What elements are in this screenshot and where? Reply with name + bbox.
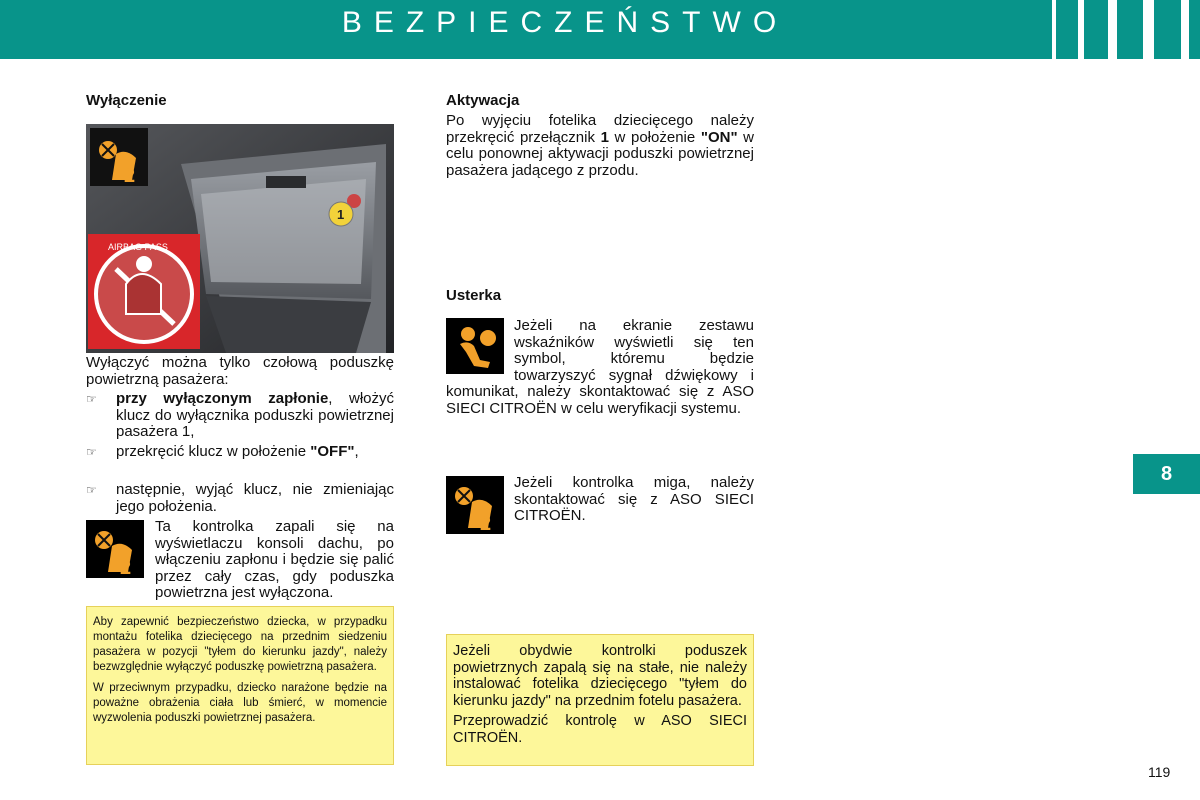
bullet-text: , xyxy=(354,443,359,460)
pointing-hand-icon: ☞ xyxy=(86,445,97,459)
page-title: BEZPIECZEŃSTWO xyxy=(341,6,789,39)
warning-note-box xyxy=(86,606,394,765)
svg-text:2: 2 xyxy=(124,165,136,187)
section-heading-wylaczenie: Wyłączenie xyxy=(86,92,167,109)
bullet-bold: "OFF" xyxy=(310,443,355,460)
blink-text: Jeżeli kontrolka miga, należy skontaktować się z ASO SIECI CITROËN. xyxy=(514,474,754,524)
glovebox-illustration xyxy=(86,124,394,353)
header-stripe xyxy=(1052,0,1056,59)
note-paragraph: Jeżeli obydwie kontrolki poduszek powietrznych zapalą się na stałe, nie należy instalować fotelika dziecięcego "tyłem do kierunku jazdy" na przednim fotelu pasażera. xyxy=(453,643,747,709)
pointing-hand-icon: ☞ xyxy=(86,483,97,497)
section-heading-usterka: Usterka xyxy=(446,287,502,304)
bullet-text: , włożyć klucz do wyłącznika poduszki powietrznej pasażera 1, xyxy=(116,390,394,440)
airbag-pass-label: AIRBAG PASS xyxy=(108,242,168,252)
header-stripe xyxy=(1181,0,1189,59)
svg-text:2: 2 xyxy=(480,513,492,534)
glovebox-photo xyxy=(86,124,394,353)
section-heading-aktywacja: Aktywacja xyxy=(446,92,520,109)
pointing-hand-icon: ☞ xyxy=(86,392,97,406)
bullet-item xyxy=(86,482,394,516)
indicator-description: Ta kontrolka zapali się na wyświetlaczu konsoli dachu, po włączeniu zapłonu i będzie się palić przez cały czas, gdy poduszka powietrzna jest wyłączona. xyxy=(155,518,394,601)
switch-number-label: 1 xyxy=(337,207,345,222)
svg-text:2: 2 xyxy=(120,557,132,578)
page-number: 119 xyxy=(1148,764,1171,780)
bullet-bold: przy wyłączonym zapłonie xyxy=(116,390,329,407)
bullet-text: przekręcić klucz w położenie xyxy=(116,443,311,460)
usterka-text: Jeżeli na ekranie zestawu wskaźników wyświetli się ten symbol, któremu będzie towarzyszyć sygnał dźwiękowy i komunikat, należy skontaktować się z ASO SIECI CITROËN w celu weryfikacji systemu. xyxy=(446,317,754,417)
intro-text: Wyłączyć można tylko czołową poduszkę powietrzną pasażera: xyxy=(86,354,394,388)
note-paragraph: Aby zapewnić bezpieczeństwo dziecka, w przypadku montażu fotelika dziecięcego na przednim siedzeniu pasażera w pozycji "tyłem do kierunku jazdy", należy bezwzględnie wyłączyć poduszkę powietrzną pasażera. xyxy=(93,616,387,673)
note-paragraph: Przeprowadzić kontrolę w ASO SIECI CITROËN. xyxy=(453,713,747,746)
header-bar xyxy=(0,0,1200,59)
warning-note-box xyxy=(446,634,754,766)
airbag-off-icon xyxy=(86,520,144,578)
note-paragraph: W przeciwnym przypadku, dziecko narażone będzie na poważne obrażenia ciała lub śmierć, w momencie wyzwolenia poduszki powietrznej pasażera. xyxy=(93,682,387,724)
chapter-tab[interactable]: 8 xyxy=(1133,454,1200,494)
bullet-text: następnie, wyjąć klucz, nie zmieniając jego położenia. xyxy=(116,481,394,515)
bullet-item xyxy=(86,391,394,441)
aktywacja-text: Po wyjęciu fotelika dziecięcego należy przekręcić przełącznik 1 w położenie "ON" w celu ponownej aktywacji poduszki powietrznej pasażera jadącego z przodu. xyxy=(446,112,755,179)
header-stripe xyxy=(1108,0,1117,59)
header-stripe xyxy=(1143,0,1154,59)
airbag-off-icon xyxy=(446,476,504,534)
header-stripe xyxy=(1078,0,1084,59)
bullet-item xyxy=(86,444,394,480)
